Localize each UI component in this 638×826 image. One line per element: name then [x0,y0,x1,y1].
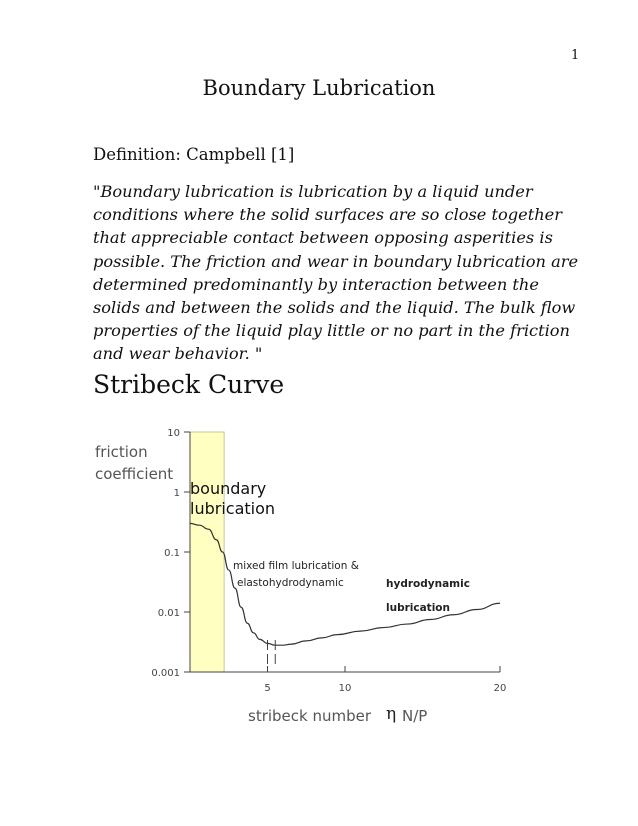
section-heading: Stribeck Curve [93,370,285,399]
boundary-region-highlight [190,432,224,672]
document-title: Boundary Lubrication [202,76,436,100]
x-tick-label: 10 [338,683,352,694]
definition-quote: "Boundary lubrication is lubrication by a liquid under conditions where the solid surfaces are so close together that appreciable contact between opposing asperities is possible. The friction and wear in boundary lubrication are determined predominantly by interaction between the solids and between the solids and the liquid. The bulk flow properties of the liquid play little or no part in the friction and wear behavior. " [93,182,579,364]
y-axis-label-line2: coefficient [95,465,174,483]
hydrodynamic-label-line2: lubrication [386,602,450,614]
y-tick-label: 1 [173,488,180,499]
y-tick-label: 10 [167,428,180,439]
definition-line: Definition: Campbell [1] [93,145,295,164]
x-axis-unit: N/P [402,707,428,725]
mixed-label-line1: mixed film lubrication & [233,560,359,572]
page-number: 1 [571,48,580,63]
chart-axes [190,432,500,672]
mixed-label-line2: elastohydrodynamic [237,577,344,589]
boundary-label-line1: boundary [190,479,267,498]
boundary-label-line2: lubrication [190,499,276,518]
y-axis-label-line1: friction [95,443,148,461]
y-tick-label: 0.001 [151,668,180,679]
x-axis-ticks [264,666,506,694]
hydrodynamic-label-line1: hydrodynamic [386,578,470,590]
y-tick-label: 0.1 [164,548,180,559]
x-axis-label: stribeck number [248,707,372,725]
x-tick-label: 20 [493,683,507,694]
y-tick-label: 0.01 [157,608,180,619]
stribeck-chart [90,420,520,730]
x-tick-label: 5 [264,683,271,694]
x-axis-eta-symbol: η [386,704,397,724]
